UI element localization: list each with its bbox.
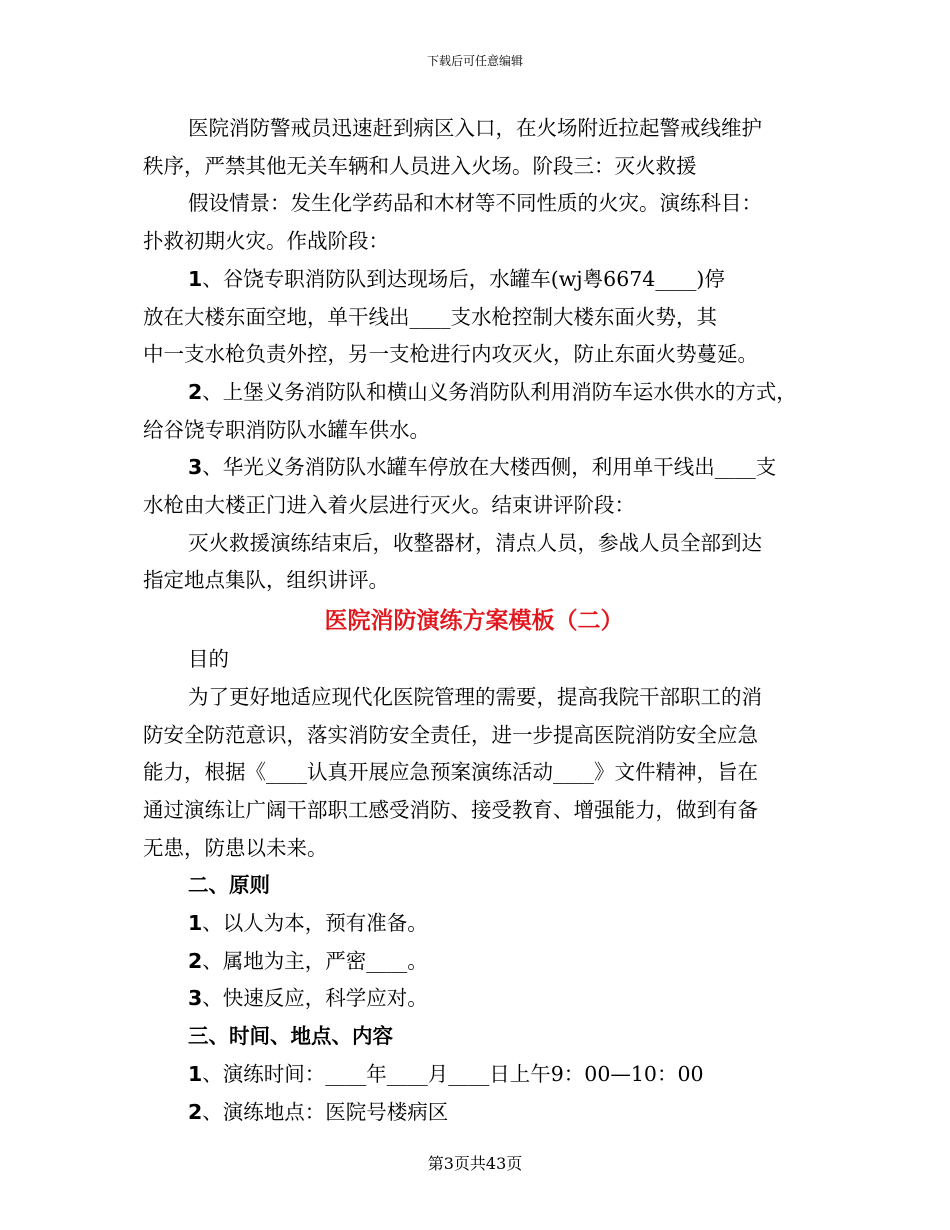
line-text: 为了更好地适应现代化医院管理的需要，提高我院干部职工的消 xyxy=(188,684,762,709)
line-text: 医院消防警戒员迅速赶到病区入口，在火场附近拉起警戒线维护 xyxy=(188,116,762,140)
paragraph-line xyxy=(143,449,805,487)
paragraph-line xyxy=(143,336,805,374)
paragraph-line xyxy=(143,525,805,563)
item-number: 1 xyxy=(188,266,203,291)
line-text: 秩序，严禁其他无关车辆和人员进入火场。阶段三：灭火救援 xyxy=(143,153,697,178)
paragraph-line xyxy=(143,261,805,299)
item-number: 1 xyxy=(188,911,203,936)
line-text: 、谷饶专职消防队到达现场后，水罐车(wj粤6674____)停 xyxy=(202,266,725,291)
paragraph-line xyxy=(143,641,805,679)
list-item xyxy=(143,905,805,943)
line-text: 能力，根据《____认真开展应急预案演练活动____》文件精神，旨在 xyxy=(143,760,758,785)
item-text: 、演练地点：医院号楼病区 xyxy=(202,1099,449,1124)
item-number: 2 xyxy=(188,1099,203,1124)
paragraph-line xyxy=(143,412,805,450)
section-title: 医院消防演练方案模板（二） xyxy=(324,607,624,635)
paragraph-line xyxy=(143,299,805,337)
line-text: 、华光义务消防队水罐车停放在大楼西侧，利用单干线出____支 xyxy=(202,455,777,480)
item-number: 2 xyxy=(188,379,203,404)
item-number: 2 xyxy=(188,948,203,973)
item-number: 3 xyxy=(188,455,203,480)
line-text: 扑救初期火灾。作战阶段： xyxy=(143,229,389,254)
list-item xyxy=(143,1056,805,1094)
line-text: 水枪由大楼正门进入着火层进行灭火。结束讲评阶段： xyxy=(143,493,635,518)
paragraph-line xyxy=(143,223,805,261)
line-text: 放在大楼东面空地，单干线出____支水枪控制大楼东面火势，其 xyxy=(143,304,717,329)
item-number: 1 xyxy=(188,1061,203,1086)
item-text: 、演练时间：____年____月____日上午9：00—10：00 xyxy=(202,1061,704,1086)
item-number: 3 xyxy=(188,986,203,1011)
paragraph-line xyxy=(143,830,805,868)
principles-list xyxy=(143,905,805,1018)
page-footer: 第3页共43页 xyxy=(427,1154,523,1173)
paragraph-line xyxy=(143,374,805,412)
heading-principles: 二、原则 xyxy=(188,873,270,898)
paragraph-line xyxy=(143,487,805,525)
list-item xyxy=(143,980,805,1018)
line-text: 、上堡义务消防队和横山义务消防队利用消防车运水供水的方式， xyxy=(202,379,797,404)
document-body xyxy=(143,110,805,1131)
line-text: 通过演练让广阔干部职工感受消防、接受教育、增强能力，做到有备 xyxy=(143,797,758,822)
section-one xyxy=(143,110,805,600)
line-text: 目的 xyxy=(188,647,229,672)
paragraph-line xyxy=(143,792,805,830)
list-item xyxy=(143,1094,805,1132)
page-header: 下载后可任意编辑 xyxy=(426,54,523,68)
paragraph-line xyxy=(143,717,805,755)
details-list xyxy=(143,1056,805,1131)
paragraph-line xyxy=(143,679,805,717)
paragraph-line xyxy=(143,110,805,148)
section-purpose xyxy=(143,641,805,867)
line-text: 无患，防患以未来。 xyxy=(143,835,328,860)
heading-time-place: 三、时间、地点、内容 xyxy=(188,1024,393,1049)
item-text: 、以人为本，预有准备。 xyxy=(202,911,428,936)
line-text: 防安全防范意识，落实消防安全责任，进一步提高医院消防安全应急 xyxy=(143,722,758,747)
paragraph-line xyxy=(143,754,805,792)
line-text: 中一支水枪负责外控，另一支枪进行内攻灭火，防止东面火势蔓延。 xyxy=(143,342,758,367)
paragraph-line xyxy=(143,562,805,600)
item-text: 、属地为主，严密____。 xyxy=(202,948,428,973)
line-text: 指定地点集队，组织讲评。 xyxy=(143,568,389,593)
paragraph-line xyxy=(143,185,805,223)
line-text: 给谷饶专职消防队水罐车供水。 xyxy=(143,417,430,442)
item-text: 、快速反应，科学应对。 xyxy=(202,986,428,1011)
line-text: 假设情景：发生化学药品和木材等不同性质的火灾。演练科目： xyxy=(188,191,762,216)
line-text: 灭火救援演练结束后，收整器材，清点人员，参战人员全部到达 xyxy=(188,530,762,555)
list-item xyxy=(143,943,805,981)
paragraph-line xyxy=(143,148,805,186)
